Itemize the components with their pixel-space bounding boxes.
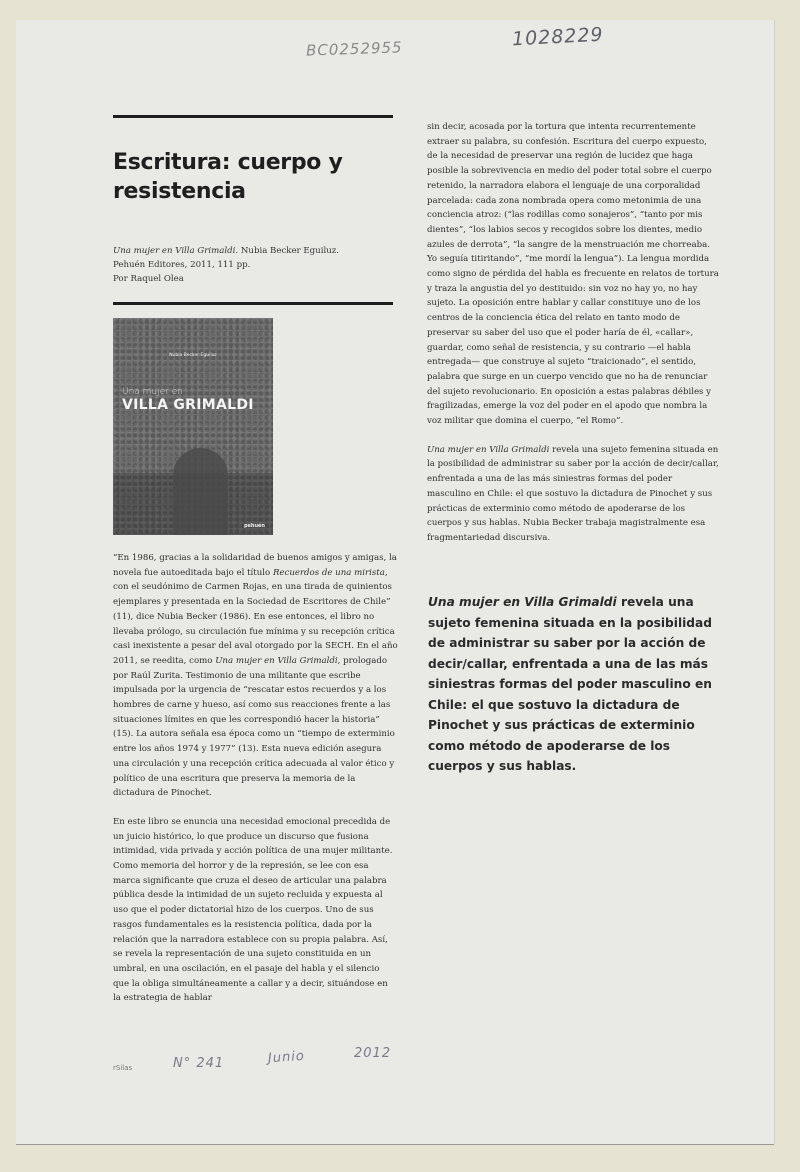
footer-publication-mark: rSilas [113,1064,133,1072]
cover-arch-doorway [173,448,228,535]
left-column-body [113,551,398,1020]
text-run: , con el seudónimo de Carmen Rojas, en una tirada de quinientos ejemplares y presentada en la Sociedad de Escritores de Chile” (11), dice Nubia Becker (1986). En ese entonces, el libro no llevaba prólogo, su circulación fue mínima y su recepción crítica casi inexistente a pesar del aval otorgado por la SECH. En el año 2011, se reedita, como [113,567,398,666]
cover-publisher-logo: pehuén [243,523,265,529]
book-cover-image [113,318,273,535]
catalog-code-handwritten: BC0252955 [305,38,403,60]
paragraph [427,443,719,546]
book-author: . Nubia Becker Eguiluz. [235,246,339,256]
right-column-body [427,120,719,560]
book-reference-line [113,244,393,258]
title-top-rule [113,115,393,118]
italic-title: Recuerdos de una mirista [272,567,385,578]
handwritten-issue-number: N° 241 [173,1056,225,1071]
text-run: revela una sujeto femenina situada en la posibilidad de administrar su saber por la acción de decir/callar, enfrentada a una de las más siniestras formas del poder masculino en Chile: el que sostuvo la dictadura de Pinochet y sus prácticas de exterminio como método de apoderarse de los cuerpos y sus hablas. Nubia Becker trabaja magistralmente esa fragmentariedad discursiva. [427,444,719,543]
handwritten-year: 2012 [354,1046,392,1061]
italic-title: Una mujer en Villa Grimaldi [427,444,550,455]
bibliographic-info [113,244,393,286]
book-title: Una mujer en Villa Grimaldi [113,246,236,256]
title-bottom-rule [113,302,393,305]
cover-pretitle: Una mujer en [122,387,183,397]
paragraph [113,551,398,801]
pull-quote-title: Una mujer en Villa Grimaldi [428,595,617,609]
publisher-line: Pehuén Editores, 2011, 111 pp. [113,260,251,270]
byline: Por Raquel Olea [113,274,184,284]
record-number-handwritten: 1028229 [511,23,605,51]
text-run: “En 1986, gracias a la solidaridad de buenos amigos y amigas, la novela fue autoeditada bajo el título [113,553,397,578]
text-run: , prologado por Raúl Zurita. Testimonio de una militante que escribe impulsada por la urgencia de “rescatar estos recuerdos y a los hombres de carne y hueso, así como sus reacciones frente a las situaciones límites en que les correspondió hacer la historia” (15). La autora señala esa época como un “tiempo de exterminio entre los años 1974 y 1977” (13). Esta nueva edición asegura una circulación y una recepción crítica adecuada al valor ético y político de una escritura que preserva la memoria de la dictadura de Pinochet. [113,655,395,799]
cover-title: VILLA GRIMALDI [122,397,254,413]
paragraph: sin decir, acosada por la tortura que intenta recurrentemente extraer su palabra, su confesión. Escritura del cuerpo expuesto, de la necesidad de preservar una región de lucidez que haga posible la sobrevivencia en medio del poder total sobre el cuerpo retenido, la narradora elabora el lenguaje de una corporalidad parcelada: cada zona nombrada opera como metonimia de una conciencia atroz: (“las rodillas como sonajeros”, “tanto por mis dientes”, “los labios secos y recogidos sobre los dientes, medio azules de derrota”, “la sangre de la menstruación me chorreaba. Yo seguía titiritando”, “me mordí la lengua”). La lengua mordida como signo de pérdida del habla es frecuente en relatos de tortura y traza la angustia del yo destituido: sin voz no hay yo, no hay sujeto. La oposición entre hablar y callar constituye uno de los centros de la conciencia ética del relato en tanto modo de preservar su saber del uso que el poder haría de él, «callar», guardar, como señal de resistencia, y su contrario —el habla entregada— que construye al sujeto “traicionado”, el sentido, palabra que surge en un cuerpo vencido que no ha de renunciar del sujeto revolucionario. En oposición a estas palabras débiles y fragilizadas, emerge la voz del poder en el apodo que nombra la voz militar que domina el cuerpo, “el Romo”. [427,122,719,427]
paragraph: En este libro se enuncia una necesidad emocional precedida de un juicio histórico, lo que produce un discurso que fusiona intimidad, vida privada y acción política de una mujer militante. Como memoria del horror y de la represión, se lee con esa marca significante que cruza el deseo de articular una palabra pública desde la intimidad de un sujeto recluida y expuesta al uso que el poder dictatorial hizo de los cuerpos. Uno de sus rasgos fundamentales es la resistencia política, dada por la relación que la narradora establece con su propia palabra. Así, se revela la representación de una sujeto constituida en un umbral, en una oscilación, en el pasaje del habla y el silencio que la obliga simultáneamente a callar y a decir, situándose en la estrategia de hablar [113,816,393,1004]
cover-author: Nubia Becker Eguiluz [169,353,217,358]
pull-quote [428,592,718,777]
italic-title: Una mujer en Villa Grimaldi [215,655,338,666]
pull-quote-text: revela una sujeto femenina situada en la posibilidad de administrar su saber por la acción de decir/callar, enfrentada a una de las más siniestras formas del poder masculino en Chile: el que sostuvo la dictadura de Pinochet y sus prácticas de exterminio como método de apoderarse de los cuerpos y sus hablas. [428,595,712,773]
handwritten-month: Junio [267,1048,306,1067]
article-title: Escritura: cuerpo y resistencia [113,150,343,204]
